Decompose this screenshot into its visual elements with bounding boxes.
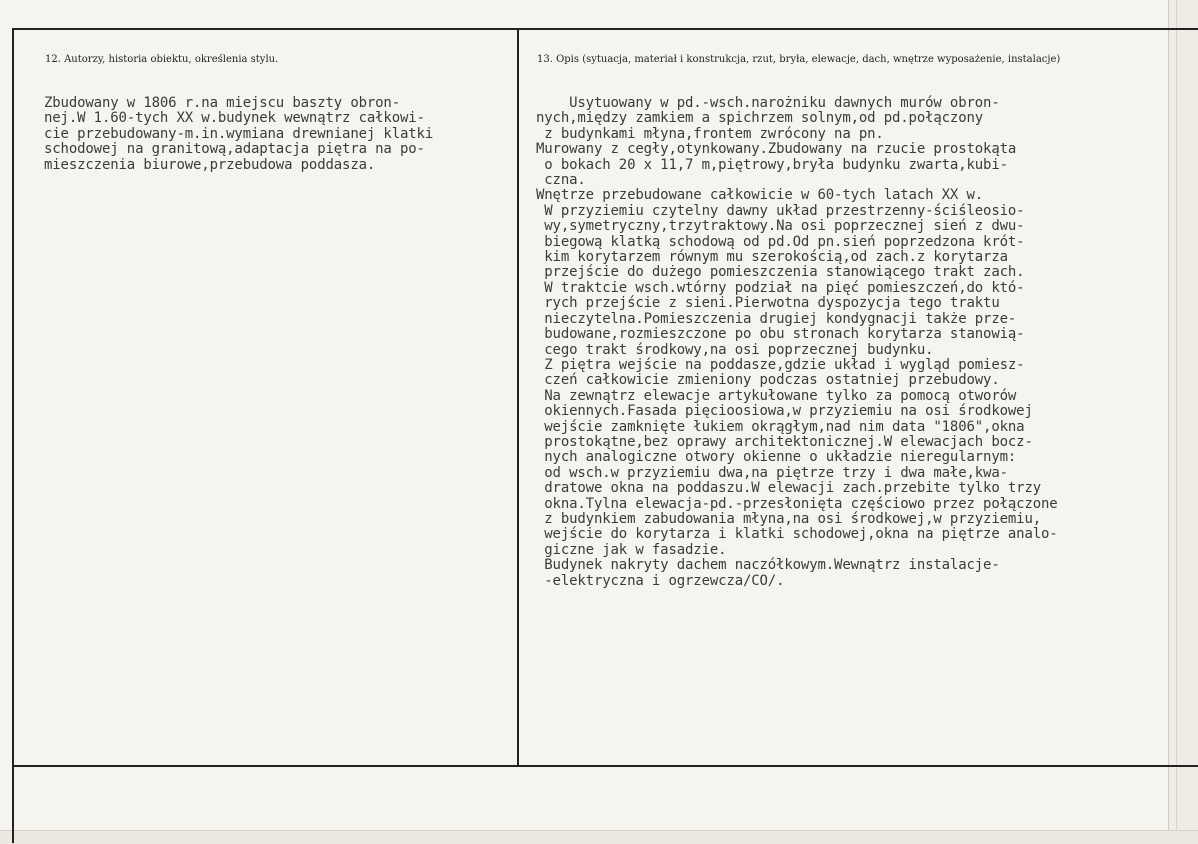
s13-line: z budynkami młyna,frontem zwrócony na pn. xyxy=(536,125,884,142)
s13-line: biegową klatką schodową od pd.Od pn.sień poprzedzona krót- xyxy=(536,233,1025,250)
s13-line: wy,symetryczny,trzytraktowy.Na osi poprzecznej sień z dwu- xyxy=(536,218,1025,235)
s13-line: W przyziemiu czytelny dawny układ przestrzenny-ściśleosio- xyxy=(536,202,1025,219)
s13-line: kim korytarzem równym mu szerokością,od zach.z korytarza xyxy=(536,249,1008,266)
s13-line: dratowe okna na poddaszu.W elewacji zach.przebite tylko trzy xyxy=(536,480,1042,497)
s13-line: o bokach 20 x 11,7 m,piętrowy,bryła budynku zwarta,kubi- xyxy=(536,156,1008,173)
form-bottom-rule xyxy=(12,765,1198,767)
s13-line: cego trakt środkowy,na osi poprzecznej budynku. xyxy=(536,341,934,358)
s13-line: nych,między zamkiem a spichrzem solnym,od pd.połączony xyxy=(536,110,984,127)
s12-line: cie przebudowany-m.in.wymiana drewnianej klatki xyxy=(44,125,434,142)
s12-line: nej.W 1.60-tych XX w.budynek wewnątrz całkowi- xyxy=(44,110,425,127)
s13-line: okna.Tylna elewacja-pd.-przesłonięta częściowo przez połączone xyxy=(536,495,1058,512)
s13-line: wejście do korytarza i klatki schodowej,okna na piętrze analo- xyxy=(536,526,1058,543)
s13-line: okiennych.Fasada pięcioosiowa,w przyziemiu na osi środkowej xyxy=(536,403,1033,420)
form-left-border xyxy=(12,28,14,843)
s12-line: schodowej na granitową,adaptacja piętra na po- xyxy=(44,141,425,158)
s13-line: budowane,rozmieszczone po obu stronach korytarza stanowią- xyxy=(536,326,1025,343)
s13-line: z budynkiem zabudowania młyna,na osi środkowej,w przyziemiu, xyxy=(536,510,1042,527)
s13-line: Budynek nakryty dachem naczółkowym.Wewnątrz instalacje- xyxy=(536,557,1000,574)
s13-line: czeń całkowicie zmieniony podczas ostatniej przebudowy. xyxy=(536,372,1000,389)
s13-line: giczne jak w fasadzie. xyxy=(536,541,727,558)
section-13-text xyxy=(536,96,1058,589)
s13-line: czna. xyxy=(536,172,586,189)
s13-line: wejście zamknięte łukiem okrągłym,nad nim data "1806",okna xyxy=(536,418,1025,435)
s13-line: W traktcie wsch.wtórny podział na pięć pomieszczeń,do któ- xyxy=(536,279,1025,296)
section-13-heading: 13. Opis (sytuacja, materiał i konstrukcja, rzut, bryła, elewacje, dach, wnętrze wyposażenie, instalacje) xyxy=(537,54,1061,65)
s13-line: rych przejście z sieni.Pierwotna dyspozycja tego traktu xyxy=(536,295,1000,312)
s13-line: -elektryczna i ogrzewcza/CO/. xyxy=(536,572,785,589)
section-12-text xyxy=(44,96,433,173)
s13-line: Na zewnątrz elewacje artykułowane tylko za pomocą otworów xyxy=(536,387,1017,404)
s13-line: nieczytelna.Pomieszczenia drugiej kondygnacji także prze- xyxy=(536,310,1017,327)
s13-line: Wnętrze przebudowane całkowicie w 60-tych latach XX w. xyxy=(536,187,984,204)
column-divider xyxy=(517,28,519,766)
s13-line: nych analogiczne otwory okienne o układzie nieregularnym: xyxy=(536,449,1017,466)
page-edge-stack-inner xyxy=(1176,0,1198,843)
s12-line: Zbudowany w 1806 r.na miejscu baszty obron- xyxy=(44,95,400,111)
bottom-page-strip xyxy=(0,830,1198,844)
s13-line: Usytuowany w pd.-wsch.narożniku dawnych murów obron- xyxy=(536,95,1000,111)
s13-line: Z piętra wejście na poddasze,gdzie układ i wygląd pomiesz- xyxy=(536,356,1025,373)
s13-line: przejście do dużego pomieszczenia stanowiącego trakt zach. xyxy=(536,264,1025,281)
s12-line: mieszczenia biurowe,przebudowa poddasza. xyxy=(44,156,376,173)
s13-line: prostokątne,bez oprawy architektonicznej.W elewacjach bocz- xyxy=(536,433,1033,450)
section-12-heading: 12. Autorzy, historia obiektu, określenia stylu. xyxy=(45,54,279,65)
s13-line: od wsch.w przyziemiu dwa,na piętrze trzy i dwa małe,kwa- xyxy=(536,464,1008,481)
form-top-border xyxy=(12,28,1198,30)
s13-line: Murowany z cegły,otynkowany.Zbudowany na rzucie prostokąta xyxy=(536,141,1017,158)
